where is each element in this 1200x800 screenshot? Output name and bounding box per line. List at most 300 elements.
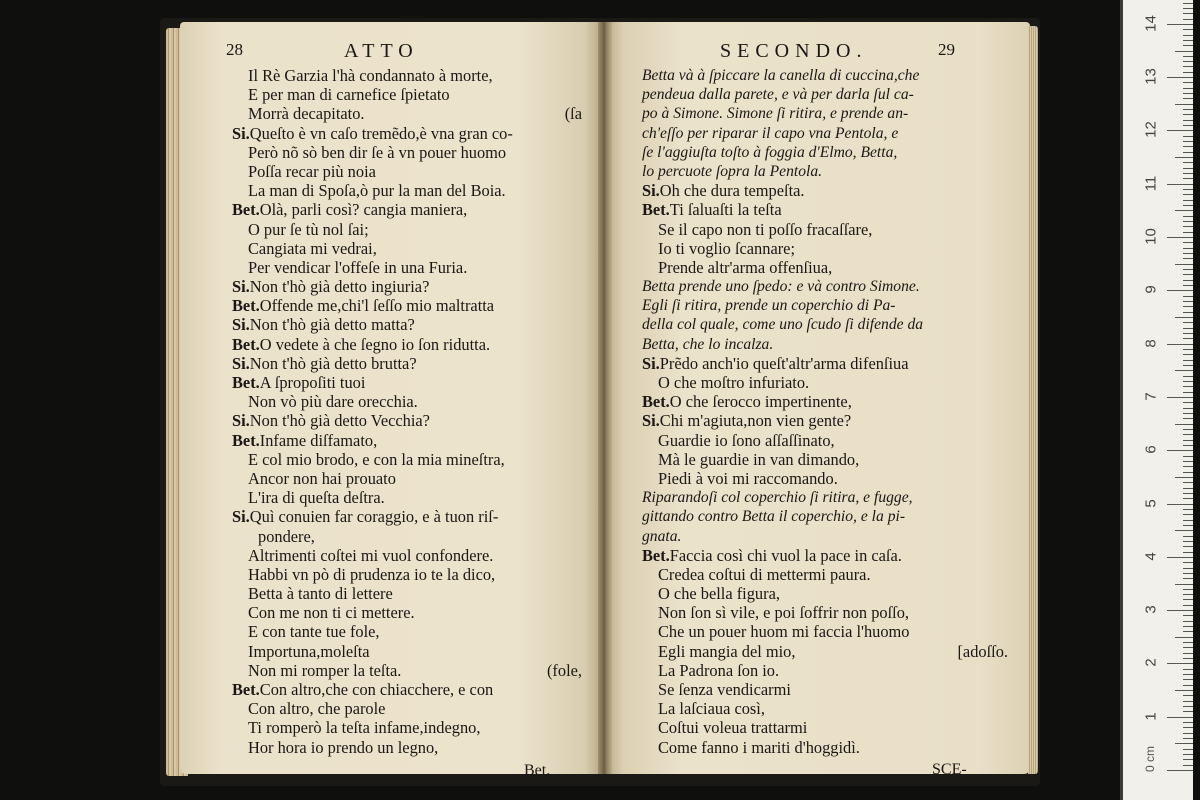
line-text: Se il capo non ti poſſo fracaſſare, — [658, 219, 873, 239]
text-line — [232, 315, 582, 334]
text-line — [642, 699, 1008, 718]
ruler-tick — [1183, 647, 1193, 648]
right-catchword: SCE- — [932, 761, 967, 778]
ruler-tick — [1183, 178, 1193, 179]
text-line — [232, 622, 582, 641]
line-text: Ti romperò la teſta infame,indegno, — [248, 718, 481, 738]
ruler-tick — [1183, 520, 1193, 521]
line-text: La man di Spoſa,ò pur la man del Boia. — [248, 181, 506, 201]
ruler-tick — [1183, 392, 1193, 393]
text-line — [642, 335, 1008, 354]
line-text: Ti ſaluaſti la teſta — [669, 200, 782, 220]
line-text: O che ſerocco impertinente, — [669, 392, 852, 412]
speaker-label: Bet. — [642, 392, 670, 412]
ruler-tick — [1183, 312, 1193, 313]
ruler-tick — [1183, 280, 1193, 281]
left-page-text — [226, 40, 582, 779]
ruler-tick — [1183, 536, 1193, 537]
ruler-tick — [1167, 557, 1193, 558]
speaker-label: Si. — [232, 123, 250, 143]
line-text: Betta prende uno ſpedo: e và contro Simone. — [642, 278, 920, 296]
ruler-tick — [1167, 344, 1193, 345]
right-page-number: 29 — [938, 40, 955, 59]
line-text: Egli mangia del mio, — [658, 641, 796, 661]
speaker-label: Si. — [232, 353, 250, 373]
ruler-tick — [1183, 578, 1193, 579]
ruler-tick — [1175, 584, 1193, 585]
line-text: Faccia così chi vuol la pace in caſa. — [669, 545, 902, 565]
ruler-tick — [1175, 157, 1193, 158]
ruler-number: 9 — [1142, 285, 1160, 294]
line-text: ch'eſſo per riparar il capo vna Pentola, e — [642, 124, 899, 142]
text-line — [232, 392, 582, 411]
right-page-text — [642, 40, 1008, 778]
line-text: Con altro, che parole — [248, 699, 386, 719]
text-line — [642, 622, 1008, 641]
ruler-number: 4 — [1142, 552, 1160, 561]
left-catchword: Bet. — [524, 762, 551, 779]
ruler-tick — [1175, 637, 1193, 638]
line-text: Guardie io ſono aſſaſſinato, — [658, 430, 835, 450]
ruler-tick — [1183, 61, 1193, 62]
text-line — [232, 469, 582, 488]
ruler-tick — [1183, 376, 1193, 377]
line-text: Quì conuien far coraggio, e à tuon riſ- — [249, 507, 499, 527]
ruler-tick — [1183, 98, 1193, 99]
ruler-tick — [1175, 51, 1193, 52]
ruler-tick — [1183, 40, 1193, 41]
ruler-tick — [1183, 3, 1193, 4]
ruler-tick — [1183, 658, 1193, 659]
text-line — [642, 239, 1008, 258]
line-text: Olà, parli così? cangia maniera, — [259, 200, 468, 220]
text-line — [232, 373, 582, 392]
ruler-tick — [1167, 610, 1193, 611]
text-line — [642, 354, 1008, 373]
text-line — [232, 603, 582, 622]
ruler-number: 8 — [1142, 338, 1160, 348]
text-line — [642, 258, 1008, 277]
ruler-tick — [1183, 408, 1193, 409]
text-line — [232, 354, 582, 373]
line-text: lo percuote ſopra la Pentola. — [642, 162, 823, 180]
ruler-tick — [1183, 615, 1193, 616]
ruler-tick — [1183, 701, 1193, 702]
line-text: Come fanno i mariti d'hoggidì. — [658, 737, 860, 757]
text-line — [642, 181, 1008, 200]
ruler-tick — [1183, 205, 1193, 206]
ruler-tick — [1183, 93, 1193, 94]
ruler-tick — [1183, 482, 1193, 483]
line-text: Se ſenza vendicarmi — [658, 680, 791, 699]
line-text: pendeua dalla parete, e và per darla ſul ca- — [642, 86, 914, 104]
ruler-tick — [1183, 594, 1193, 595]
ruler-tick — [1167, 77, 1193, 78]
text-line — [232, 335, 582, 354]
speaker-label: Bet. — [232, 334, 260, 354]
ruler-number: 3 — [1142, 605, 1160, 614]
speaker-label: Si. — [232, 411, 250, 431]
ruler-tick — [1183, 8, 1193, 9]
ruler-tick — [1183, 296, 1193, 297]
ruler-tick — [1183, 35, 1193, 36]
line-text: Piedi à voi mi raccomando. — [658, 468, 838, 488]
ruler-number: 1 — [1142, 712, 1160, 721]
ruler-tick — [1183, 360, 1193, 361]
line-text: Con me non ti ci mettere. — [248, 603, 415, 623]
text-line — [232, 239, 582, 258]
line-text: ſe l'aggiuſta toſto à foggia d'Elmo, Betta, — [642, 143, 898, 161]
text-line — [232, 104, 582, 123]
line-text: gittando contro Betta il coperchio, e la pi- — [642, 508, 906, 526]
line-text: A ſpropoſiti tuoi — [259, 373, 366, 392]
ruler-tick — [1175, 530, 1193, 531]
text-line — [232, 507, 582, 526]
right-page-lines — [642, 66, 1008, 757]
ruler-tick — [1183, 13, 1193, 14]
text-line — [232, 642, 582, 661]
ruler-tick — [1183, 200, 1193, 201]
ruler-tick — [1183, 386, 1193, 387]
ruler-tick — [1183, 765, 1193, 766]
text-line — [232, 220, 582, 239]
text-line — [232, 85, 582, 104]
line-text: E per man di carnefice ſpietato — [248, 85, 450, 105]
text-line — [642, 431, 1008, 450]
line-text: Hor hora io prendo un legno, — [248, 737, 439, 757]
line-text: O pur ſe tù nol ſai; — [248, 219, 369, 239]
speaker-label: Si. — [642, 353, 660, 373]
line-text: Poſſa recar più noia — [248, 161, 376, 181]
text-line — [642, 488, 1008, 507]
ruler-tick — [1183, 440, 1193, 441]
ruler-tick — [1183, 269, 1193, 270]
ruler-number: 5 — [1142, 498, 1160, 508]
ruler-number: 2 — [1142, 658, 1160, 668]
ruler-tick — [1183, 759, 1193, 760]
speaker-label: Bet. — [232, 200, 260, 220]
ruler-tick — [1183, 194, 1193, 195]
ruler-tick — [1183, 733, 1193, 734]
ruler-tick — [1183, 221, 1193, 222]
right-page-header — [642, 40, 1008, 66]
ruler-tick — [1183, 173, 1193, 174]
speaker-label: Bet. — [232, 430, 260, 450]
text-line — [642, 584, 1008, 603]
ruler-tick — [1183, 82, 1193, 83]
speaker-label: Si. — [232, 277, 250, 297]
text-line — [232, 680, 582, 699]
ruler-tick — [1183, 695, 1193, 696]
ruler-tick — [1183, 653, 1193, 654]
line-text: Offende me,chi'l ſeſſo mio maltratta — [259, 296, 495, 316]
text-line — [642, 546, 1008, 565]
ruler-tick — [1183, 365, 1193, 366]
ruler-tick — [1183, 72, 1193, 73]
ruler-tick — [1175, 264, 1193, 265]
ruler-tick — [1183, 562, 1193, 563]
book-gutter — [598, 22, 612, 774]
ruler-tick — [1183, 466, 1193, 467]
ruler-tick — [1175, 690, 1193, 691]
text-line — [642, 277, 1008, 296]
text-line — [642, 661, 1008, 680]
speaker-label: Bet. — [642, 200, 670, 220]
line-text: Non t'hò già detto ingiuria? — [249, 277, 430, 297]
text-line — [232, 277, 582, 296]
ruler-tick — [1183, 552, 1193, 553]
ruler-tick — [1183, 456, 1193, 457]
ruler-tick — [1183, 45, 1193, 46]
text-line — [232, 162, 582, 181]
line-text: Mà le guardie in van dimando, — [658, 449, 860, 469]
line-text: Queſto è vn caſo tremẽdo,è vna gran co- — [249, 123, 513, 143]
ruler-tick — [1175, 210, 1193, 211]
text-line — [642, 718, 1008, 737]
ruler-tick — [1183, 248, 1193, 249]
ruler-tick — [1183, 402, 1193, 403]
line-text: E con tante tue fole, — [248, 622, 380, 642]
ruler-tick — [1183, 493, 1193, 494]
text-line — [232, 527, 582, 546]
ruler-tick — [1183, 706, 1193, 707]
ruler-tick — [1183, 413, 1193, 414]
ruler-tick — [1183, 568, 1193, 569]
line-text: L'ira di queſta deſtra. — [248, 488, 385, 508]
ruler-tick — [1183, 711, 1193, 712]
line-text: Non t'hò già detto matta? — [249, 315, 415, 335]
ruler-tick — [1167, 504, 1193, 505]
text-line — [232, 181, 582, 200]
line-text: Cangiata mi vedrai, — [248, 238, 377, 258]
ruler-tick — [1183, 168, 1193, 169]
ruler-tick — [1183, 301, 1193, 302]
ruler-tick — [1183, 349, 1193, 350]
speaker-label: Si. — [642, 411, 660, 431]
ruler-tick — [1183, 546, 1193, 547]
ruler-tick — [1175, 317, 1193, 318]
line-text: Prende altr'arma offenſiua, — [658, 257, 833, 277]
text-line — [232, 546, 582, 565]
line-text: E col mio brodo, e con la mia mineſtra, — [248, 449, 505, 469]
line-text: Con altro,che con chiacchere, e con — [259, 680, 494, 699]
ruler-tick — [1183, 472, 1193, 473]
line-text: Habbi vn pò di prudenza io te la dico, — [248, 564, 496, 584]
ruler-tick — [1183, 727, 1193, 728]
right-running-head: SECONDO. — [720, 40, 868, 62]
ruler-tick — [1183, 146, 1193, 147]
left-page-number: 28 — [226, 40, 243, 59]
text-line — [642, 680, 1008, 699]
ruler-number: 12 — [1142, 121, 1160, 139]
ruler-tick — [1183, 226, 1193, 227]
text-line — [642, 296, 1008, 315]
speaker-label: Bet. — [642, 545, 670, 565]
ruler-number: 14 — [1142, 14, 1160, 32]
ruler-tick — [1183, 573, 1193, 574]
ruler-tick — [1183, 109, 1193, 110]
line-text: Betta à tanto di lettere — [248, 584, 393, 604]
ruler-tick — [1183, 541, 1193, 542]
ruler-tick — [1183, 525, 1193, 526]
text-line — [232, 66, 582, 85]
ruler-tick — [1183, 461, 1193, 462]
ruler-tick — [1175, 477, 1193, 478]
ruler-unit-label: 0 cm — [1143, 745, 1158, 773]
ruler-tick — [1183, 189, 1193, 190]
text-line — [232, 296, 582, 315]
ruler-tick — [1183, 749, 1193, 750]
line-text: Egli ſi ritira, prende un coperchio di Pa- — [642, 297, 896, 315]
line-text: Betta, che lo incalza. — [642, 335, 774, 353]
ruler-tick — [1183, 136, 1193, 137]
ruler-tick — [1167, 24, 1193, 25]
line-text: Non mi romper la teſta. — [248, 660, 402, 680]
ruler-tick — [1183, 29, 1193, 30]
ruler-tick — [1183, 141, 1193, 142]
ruler-tick — [1183, 242, 1193, 243]
ruler-tick — [1183, 285, 1193, 286]
text-line — [232, 584, 582, 603]
text-line — [642, 200, 1008, 219]
ruler-tick — [1183, 216, 1193, 217]
line-text: Io ti voglio ſcannare; — [658, 238, 795, 258]
text-line — [642, 642, 1008, 661]
ruler-tick — [1183, 418, 1193, 419]
ruler-tick — [1167, 717, 1193, 718]
line-text: La laſciaua così, — [658, 699, 765, 719]
line-text: Chi m'agiuta,non vien gente? — [659, 411, 852, 431]
ruler-tick — [1183, 679, 1193, 680]
right-page-edges — [1028, 26, 1038, 774]
ruler-number: 7 — [1142, 392, 1160, 401]
ruler-number: 11 — [1142, 175, 1160, 191]
ruler-tick — [1183, 152, 1193, 153]
text-line — [232, 488, 582, 507]
ruler-tick — [1183, 162, 1193, 163]
line-text: Non t'hò già detto Vecchia? — [249, 411, 430, 431]
ruler-tick — [1183, 19, 1193, 20]
line-text: Oh che dura tempeſta. — [659, 181, 805, 201]
ruler-tick — [1183, 322, 1193, 323]
line-text: pondere, — [258, 526, 315, 546]
line-text: Il Rè Garzia l'hà condannato à morte, — [248, 66, 493, 85]
text-line — [642, 392, 1008, 411]
line-text: O che moſtro infuriato. — [658, 373, 810, 392]
ruler-tick — [1183, 338, 1193, 339]
ruler-tick — [1183, 626, 1193, 627]
text-line — [232, 200, 582, 219]
ruler-tick — [1183, 354, 1193, 355]
ruler-tick — [1167, 290, 1193, 291]
ruler-tick — [1175, 743, 1193, 744]
ruler-tick — [1183, 125, 1193, 126]
ruler-tick — [1183, 434, 1193, 435]
speaker-label: Si. — [232, 507, 250, 527]
ruler-tick — [1183, 274, 1193, 275]
ruler-tick — [1183, 66, 1193, 67]
text-line — [642, 411, 1008, 430]
left-page-lines — [232, 66, 582, 757]
text-line — [232, 699, 582, 718]
line-text: Credea coſtui di mettermi paura. — [658, 564, 871, 584]
ruler-tick — [1167, 397, 1193, 398]
ruler-number: 6 — [1142, 445, 1160, 454]
text-line — [232, 718, 582, 737]
speaker-label: Bet. — [232, 373, 260, 392]
text-line — [232, 411, 582, 430]
speaker-label: Si. — [642, 181, 660, 201]
text-line — [642, 373, 1008, 392]
ruler-tick — [1183, 599, 1193, 600]
ruler-tick — [1183, 754, 1193, 755]
ruler-tick — [1183, 333, 1193, 334]
text-line — [642, 162, 1008, 181]
ruler-tick — [1183, 589, 1193, 590]
text-line — [232, 738, 582, 757]
ruler-tick — [1183, 306, 1193, 307]
line-text: Coſtui voleua trattarmi — [658, 718, 808, 738]
line-text: Altrimenti coſtei mi vuol confondere. — [248, 545, 494, 565]
ruler-tick — [1167, 184, 1193, 185]
ruler-tick — [1167, 770, 1193, 771]
ruler-number: 10 — [1142, 228, 1160, 245]
line-text: Riparandoſi col coperchio ſi ritira, e fugge, — [642, 489, 913, 507]
text-line — [642, 85, 1008, 104]
ruler-number: 13 — [1142, 68, 1160, 85]
ruler-tick — [1183, 56, 1193, 57]
ruler-tick — [1183, 232, 1193, 233]
text-line — [232, 124, 582, 143]
text-line — [642, 104, 1008, 123]
speaker-label: Bet. — [232, 680, 260, 699]
hanging-word: (fole, — [546, 660, 582, 680]
ruler-tick — [1167, 237, 1193, 238]
ruler-tick — [1183, 114, 1193, 115]
ruler-tick — [1175, 370, 1193, 371]
ruler-tick — [1183, 381, 1193, 382]
line-text: Betta và à ſpiccare la canella di cuccina,che — [642, 67, 920, 84]
text-line — [642, 507, 1008, 526]
text-line — [642, 124, 1008, 143]
line-text: Prẽdo anch'io queſt'altr'arma difenſiua — [659, 353, 909, 373]
measuring-ruler — [1123, 0, 1193, 800]
line-text: La Padrona ſon io. — [658, 660, 780, 680]
line-text: Morrà decapitato. — [248, 104, 365, 124]
ruler-tick — [1183, 685, 1193, 686]
ruler-tick — [1183, 514, 1193, 515]
hanging-word: (ſa — [564, 104, 582, 124]
line-text: Per vendicar l'offeſe in una Furia. — [248, 257, 468, 277]
line-text: Che un pouer huom mi faccia l'huomo — [658, 622, 910, 642]
text-line — [642, 738, 1008, 757]
ruler-tick — [1183, 429, 1193, 430]
ruler-tick — [1183, 669, 1193, 670]
ruler-tick — [1167, 130, 1193, 131]
text-line — [232, 661, 582, 680]
left-running-head: ATTO — [344, 40, 419, 62]
text-line — [232, 258, 582, 277]
ruler-tick — [1183, 674, 1193, 675]
line-text: Non vò più dare orecchia. — [248, 392, 418, 412]
ruler-tick — [1183, 328, 1193, 329]
ruler-tick — [1183, 88, 1193, 89]
ruler-tick — [1175, 424, 1193, 425]
ruler-tick — [1183, 120, 1193, 121]
text-line — [642, 565, 1008, 584]
ruler-tick — [1183, 642, 1193, 643]
ruler-tick — [1183, 722, 1193, 723]
